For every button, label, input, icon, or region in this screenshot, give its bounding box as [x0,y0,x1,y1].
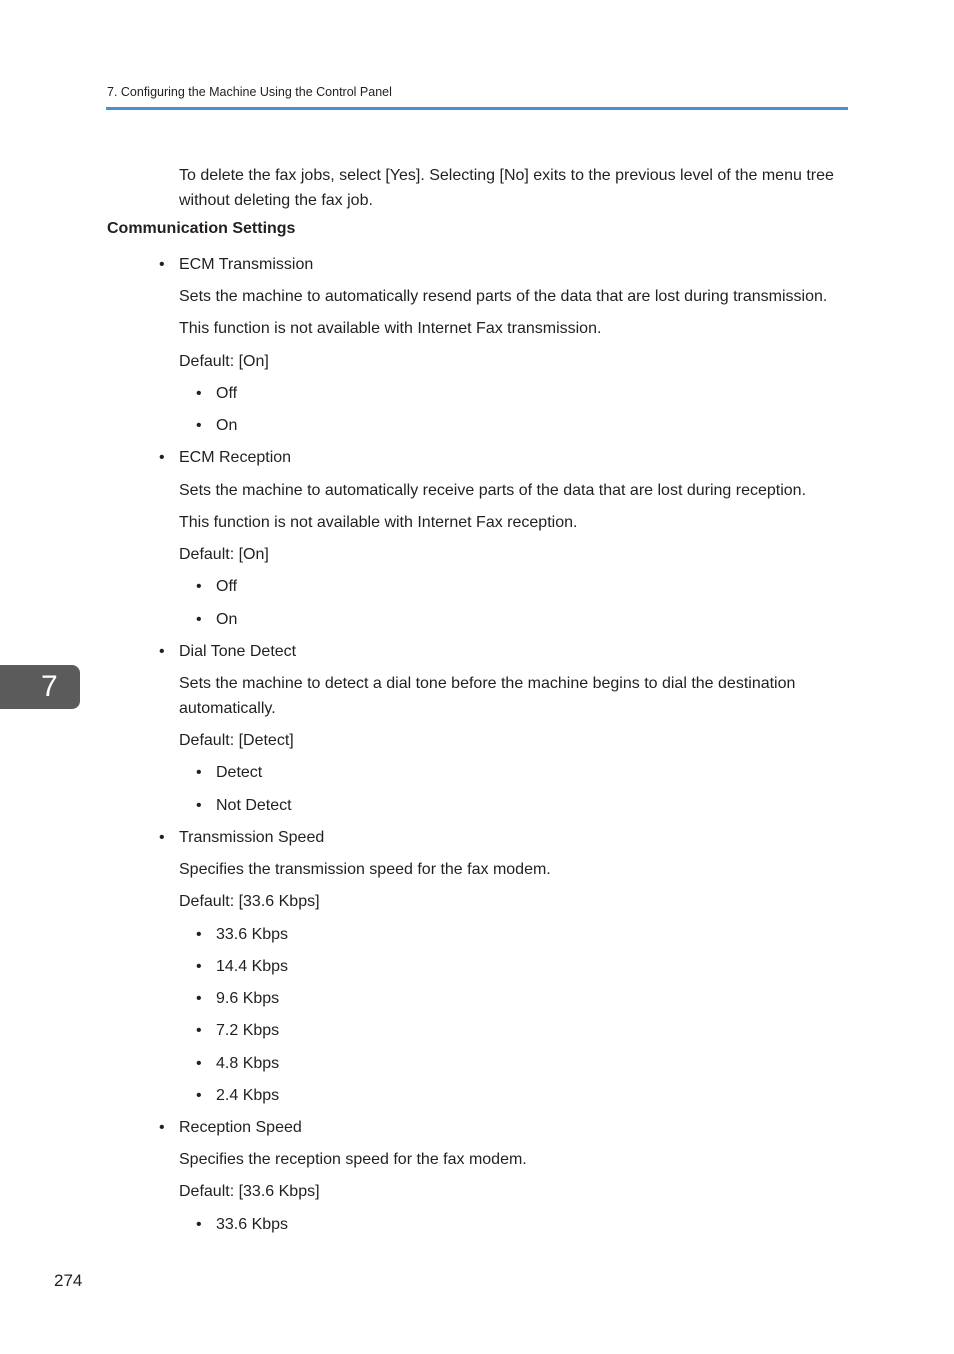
option-item: • 14.4 Kbps [216,954,288,979]
setting-description: This function is not available with Internet Fax transmission. [179,320,602,337]
header-title: 7. Configuring the Machine Using the Control Panel [107,85,392,99]
option-item: • Off [216,381,237,406]
option-item: • 9.6 Kbps [216,986,279,1011]
header-rule [106,107,848,110]
setting-ecm-reception: • ECM Reception [179,445,291,470]
section-title: Communication Settings [107,220,296,237]
setting-description: This function is not available with Internet Fax reception. [179,514,578,531]
setting-description: Specifies the reception speed for the fax modem. [179,1151,527,1168]
setting-description: Sets the machine to automatically receive parts of the data that are lost during reception. [179,482,807,499]
setting-transmission-speed: • Transmission Speed [179,825,324,850]
setting-default: Default: [On] [179,546,269,563]
setting-ecm-transmission: • ECM Transmission [179,252,313,277]
chapter-tab: 7 [0,665,80,709]
option-item: • Not Detect [216,793,292,818]
option-item: • 33.6 Kbps [216,1212,288,1237]
setting-dial-tone-detect: • Dial Tone Detect [179,639,296,664]
setting-reception-speed: • Reception Speed [179,1115,302,1140]
setting-default: Default: [33.6 Kbps] [179,893,320,910]
setting-default: Default: [33.6 Kbps] [179,1183,320,1200]
option-item: • 4.8 Kbps [216,1051,279,1076]
setting-default: Default: [Detect] [179,732,294,749]
setting-default: Default: [On] [179,353,269,370]
option-item: • On [216,607,237,632]
option-item: • 7.2 Kbps [216,1018,279,1043]
setting-description: Specifies the transmission speed for the fax modem. [179,861,551,878]
option-item: • 33.6 Kbps [216,922,288,947]
option-item: • Off [216,574,237,599]
setting-description: Sets the machine to automatically resend parts of the data that are lost during transmission. [179,288,828,305]
setting-description: Sets the machine to detect a dial tone before the machine begins to dial the destination automatically. [179,675,796,717]
option-item: • On [216,413,237,438]
option-item: • 2.4 Kbps [216,1083,279,1108]
intro-paragraph: To delete the fax jobs, select [Yes]. Selecting [No] exits to the previous level of the menu tree without deleting the fax job. [179,167,834,209]
option-item: • Detect [216,760,262,785]
page-number: 274 [54,1271,83,1290]
